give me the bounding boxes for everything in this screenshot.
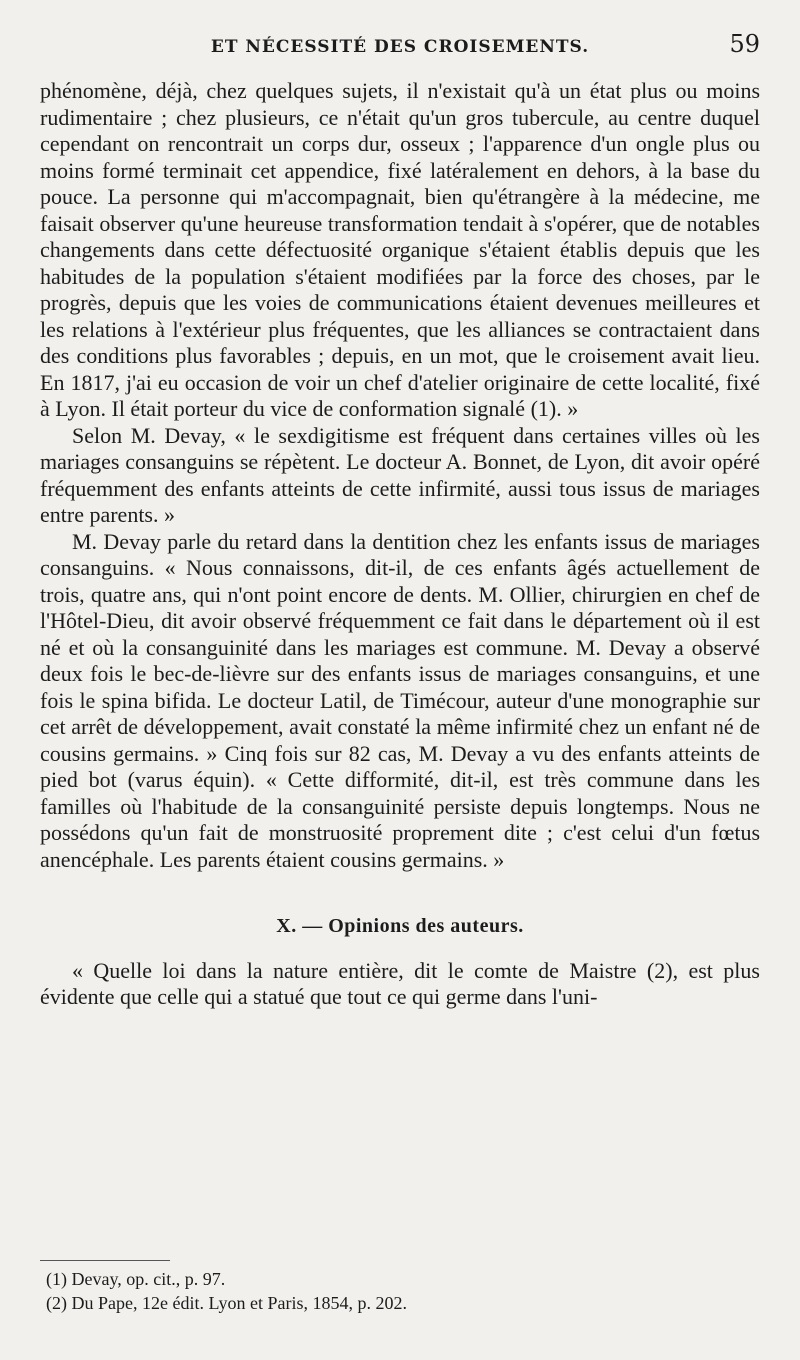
page-number: 59 [729,30,760,58]
footnotes [40,1260,760,1315]
paragraph-1: phénomène, déjà, chez quelques sujets, il n'existait qu'à un état plus ou moins rudimentaire ; chez plusieurs, ce n'était qu'un gros tubercule, au centre duquel cependant on rencontrait un corps dur, osseux ; l'apparence d'un ongle plus ou moins formé terminait cet appendice, fixé latéralement en dehors, à la base du pouce. La personne qui m'accompagnait, bien qu'étrangère à la médecine, me faisait observer qu'une heureuse transformation tendait à s'opérer, que de notables changements dans cette défectuosité organique s'étaient établis depuis que les habitudes de la population s'étaient modifiées par la force des choses, par le progrès, depuis que les voies de communications étaient devenues meilleures et les relations à l'extérieur plus fréquentes, que les alliances se contractaient dans des conditions plus favorables ; depuis, en un mot, que le croisement avait lieu. En 1817, j'ai eu occasion de voir un chef d'atelier originaire de cette localité, fixé à Lyon. Il était porteur du vice de conformation signalé (1). » [40,78,760,421]
running-title: ET NÉCESSITÉ DES CROISEMENTS. [210,37,590,57]
body-text [40,78,760,1011]
page-header [40,30,760,70]
book-page [40,30,760,1330]
paragraph-3: M. Devay parle du retard dans la dentition chez les enfants issus de mariages consanguins. « Nous connaissons, dit-il, de ces enfants âgés actuellement de trois, quatre ans, qui n'ont point encore de dents. M. Ollier, chirurgien en chef de l'Hôtel-Dieu, dit avoir observé fréquemment ce fait dans le département où il est né et où la consanguinité dans les mariages est commune. M. Devay a observé deux fois le bec-de-lièvre sur des enfants issus de mariages consanguins, et une fois le spina bifida. Le docteur Latil, de Timécour, auteur d'une monographie sur cet arrêt de développement, avait constaté la même infirmité chez un enfant né de cousins germains. » Cinq fois sur 82 cas, M. Devay a vu des enfants atteints de pied bot (varus équin). « Cette difformité, dit-il, est très commune dans les familles où l'habitude de la consanguinité persiste depuis longtemps. Nous ne possédons qu'un fait de monstruosité proprement dite ; c'est celui d'un fœtus anencéphale. Les parents étaient cousins germains. » [40,528,760,872]
footnote-2: (2) Du Pape, 12e édit. Lyon et Paris, 1854, p. 202. [46,1293,407,1313]
paragraph-2: Selon M. Devay, « le sexdigitisme est fréquent dans certaines villes où les mariages consanguins se répètent. Le docteur A. Bonnet, de Lyon, dit avoir opéré fréquemment des enfants atteints de cette infirmité, aussi tous issus de mariages entre parents. » [40,422,760,527]
closing-paragraph: « Quelle loi dans la nature entière, dit le comte de Maistre (2), est plus évidente que celle qui a statué que tout ce qui germe dans l'uni- [40,957,760,1009]
section-heading: X. — Opinions des auteurs. [276,915,524,937]
footnote-1: (1) Devay, op. cit., p. 97. [46,1269,226,1289]
footnote-divider [40,1260,170,1261]
